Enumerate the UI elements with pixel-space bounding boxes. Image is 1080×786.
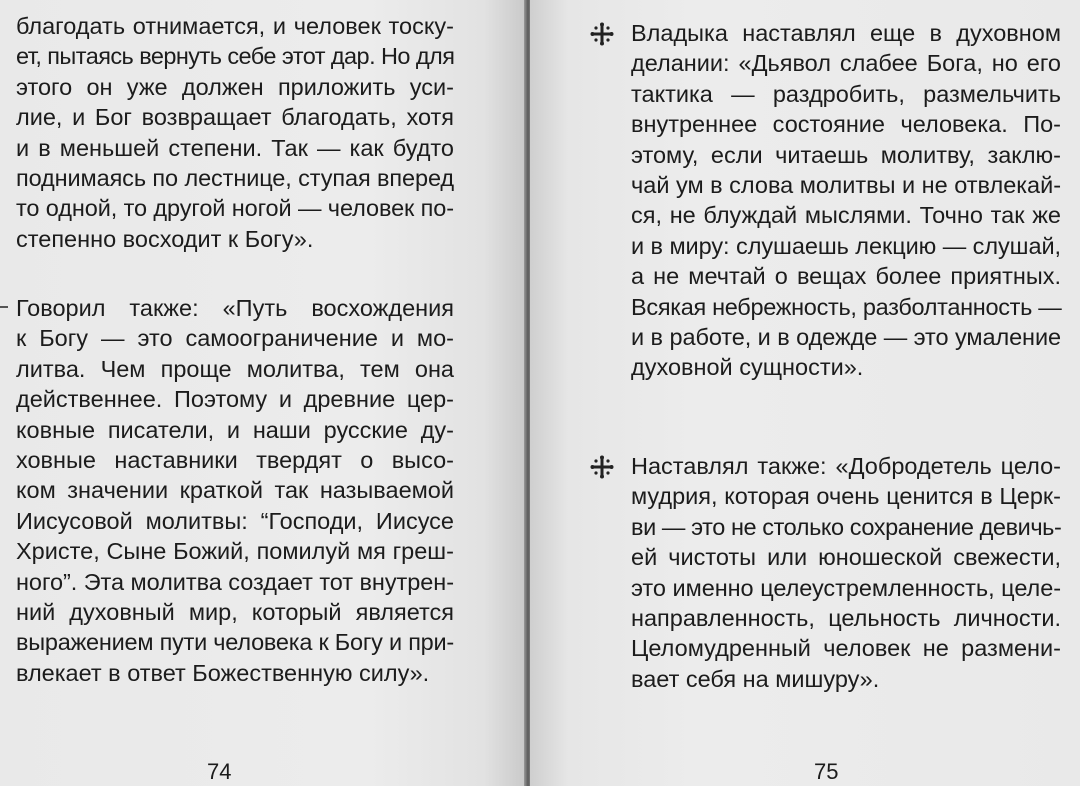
text-line: выражением пути человека к Богу и при-: [16, 629, 454, 656]
text-line: ви — это не столько сохранение девичь-: [631, 513, 1062, 540]
text-line: Владыка наставлял еще в духовном: [631, 20, 1061, 46]
margin-mark: [0, 306, 8, 308]
text-line: лие, и Бог возвращает благодать, хотя: [16, 104, 454, 131]
cross-ornament-icon: [590, 455, 614, 479]
text-line: Всякая небрежность, разболтанность —: [631, 293, 1062, 320]
text-line: направленность, цельность личности.: [631, 605, 1061, 632]
text-line: вает себя на мишуру».: [631, 665, 880, 692]
text-line: внутреннее состояние человека. По-: [631, 111, 1061, 138]
text-line: этого он уже должен приложить уси-: [16, 73, 454, 100]
text-line: это именно целеустремленность, целе-: [631, 574, 1061, 601]
text-line: благодать отнимается, и человек тоску-: [16, 13, 454, 39]
text-line: то одной, то другой ногой — человек по-: [16, 195, 454, 222]
text-line: ховные наставники твердят о высо-: [16, 447, 454, 474]
text-line: и в работе, и в одежде — это умаление: [631, 324, 1061, 351]
page-number-left: 74: [207, 759, 232, 784]
text-line: ковные писатели, и наши русские ду-: [16, 416, 454, 443]
right-paragraph-2: [631, 451, 1061, 694]
text-line: Наставлял также: «Добродетель цело-: [631, 453, 1061, 479]
right-paragraph-1: [631, 18, 1061, 383]
text-line: ей чистоты или юношеской свежести,: [631, 544, 1061, 571]
left-page: [0, 0, 526, 786]
text-line: к Богу — это самоограничение и мо-: [16, 325, 454, 352]
text-line: тактика — раздробить, размельчить: [631, 80, 1061, 107]
text-line: делании: «Дьявол слабее Бога, но его: [631, 50, 1061, 77]
text-line: Целомудренный человек не размени-: [631, 635, 1061, 662]
text-line: влекает в ответ Божественную силу».: [16, 659, 430, 686]
text-line: мудрия, которая очень ценится в Церк-: [631, 483, 1061, 510]
text-line: Говорил также: «Путь восхождения: [16, 295, 454, 321]
text-line: действеннее. Поэтому и древние цер-: [16, 386, 454, 413]
left-paragraph-1: [16, 11, 454, 254]
text-line: духовной сущности».: [631, 354, 864, 381]
text-line: ся, не блуждай мыслями. Точно так же: [631, 202, 1061, 229]
text-line: и в миру: слушаешь лекцию — слушай,: [631, 232, 1062, 259]
text-line: этому, если читаешь молитву, заклю-: [631, 141, 1061, 168]
right-page: [530, 0, 1080, 786]
text-line: поднимаясь по лестнице, ступая вперед: [16, 165, 454, 192]
text-line: чай ум в слова молитвы и не отвлекай-: [631, 172, 1062, 199]
text-line: Иисусовой молитвы: “Господи, Иисусе: [16, 507, 454, 534]
text-line: ет, пытаясь вернуть себе этот дар. Но для: [16, 43, 455, 70]
text-line: ком значении краткой так называемой: [16, 477, 454, 504]
text-line: ний духовный мир, который является: [16, 599, 454, 626]
cross-ornament-icon: [590, 22, 614, 46]
text-line: литва. Чем проще молитва, тем она: [16, 355, 454, 382]
text-line: степенно восходит к Богу».: [16, 225, 314, 252]
text-line: ного”. Эта молитва создает тот внутрен-: [16, 568, 454, 595]
text-line: а не мечтай о вещах более приятных.: [631, 263, 1061, 290]
text-line: и в меньшей степени. Так — как будто: [16, 134, 454, 161]
left-paragraph-2: [16, 293, 454, 688]
page-number-right: 75: [814, 759, 839, 784]
text-line: Христе, Сыне Божий, помилуй мя греш-: [16, 538, 454, 565]
